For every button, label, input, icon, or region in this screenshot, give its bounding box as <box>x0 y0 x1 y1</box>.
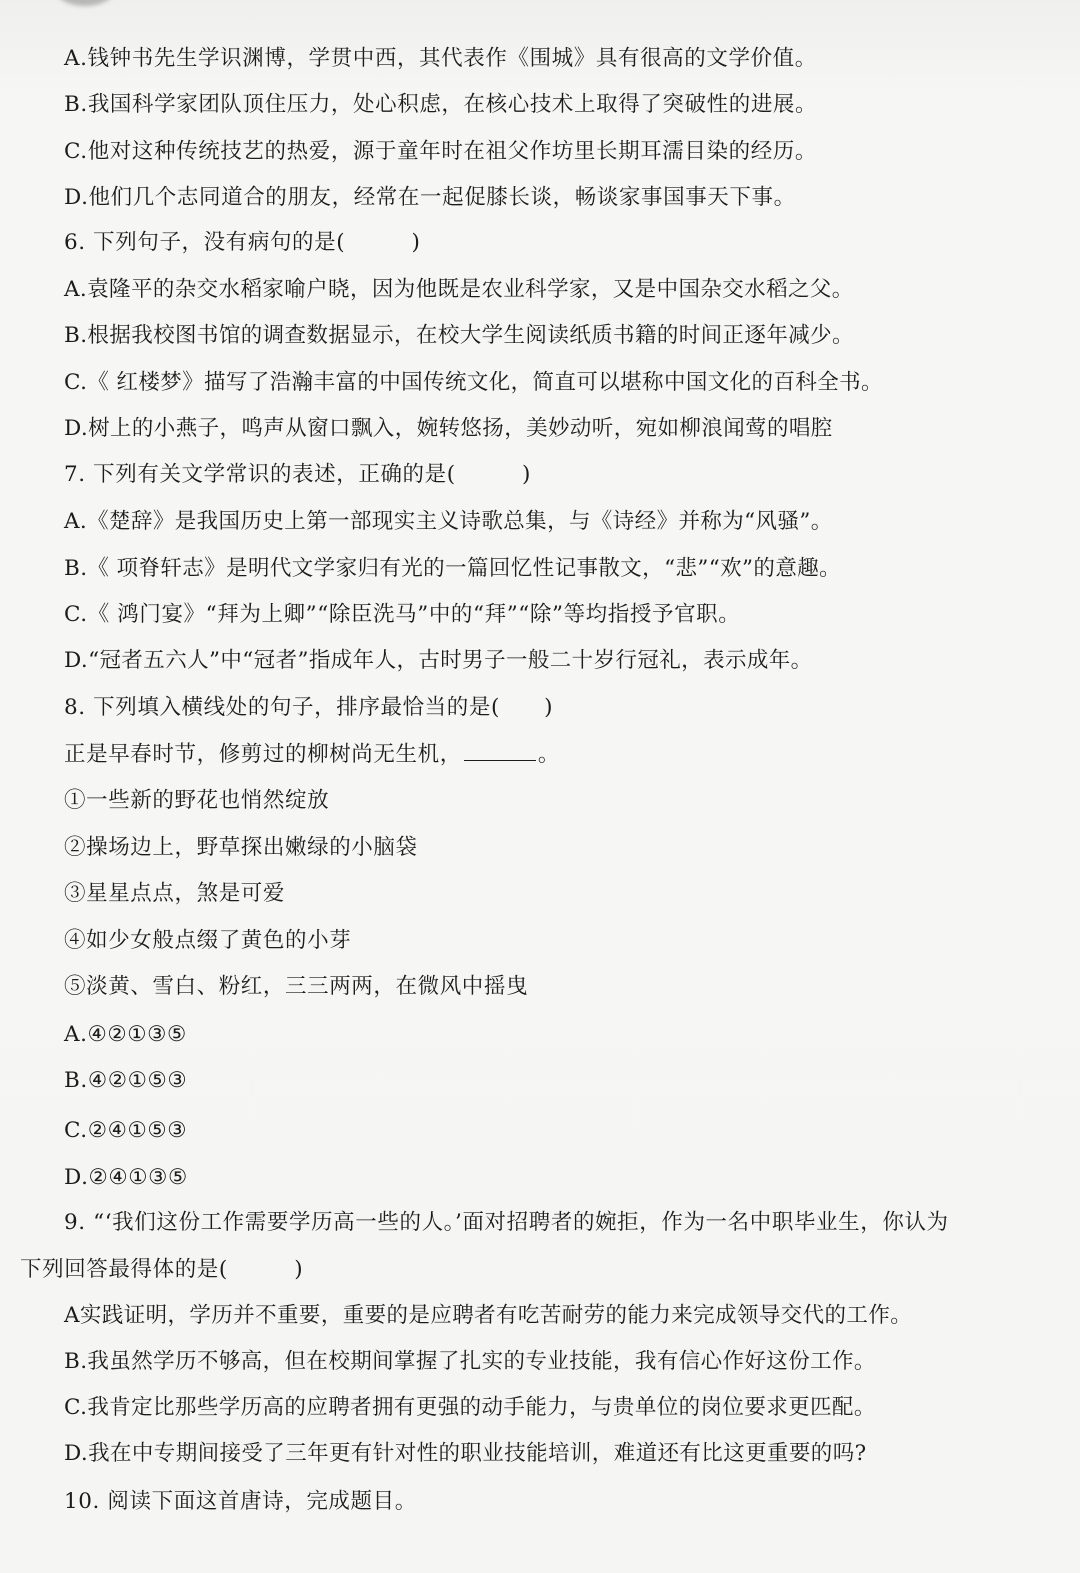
q8-option-a: A.④②①③⑤ <box>64 1022 187 1047</box>
q8-option-c: C.②④①⑤③ <box>64 1118 188 1143</box>
q9-option-c: C.我肯定比那些学历高的应聘者拥有更强的动手能力，与贵单位的岗位要求更匹配。 <box>64 1395 876 1420</box>
question-8-stem: 8. 下列填入横线处的句子，排序最恰当的是( ) <box>64 695 554 720</box>
q8-passage-end: 。 <box>537 742 560 767</box>
q6-option-a: A.袁隆平的杂交水稻家喻户晓，因为他既是农业科学家，又是中国杂交水稻之父。 <box>64 277 854 302</box>
question-9-stem-cont: 下列回答最得体的是( ) <box>20 1257 304 1282</box>
q6-option-d: D.树上的小燕子，鸣声从窗口飘入，婉转悠扬，美妙动听，宛如柳浪闻莺的唱腔 <box>64 416 833 441</box>
q8-passage-text: 正是早春时节，修剪过的柳树尚无生机， <box>64 742 462 767</box>
question-6-stem: 6. 下列句子，没有病句的是( ) <box>64 230 421 255</box>
q7-option-c: C.《 鸿门宴》“拜为上卿”“除臣洗马”中的“拜”“除”等均指授予官职。 <box>64 602 741 627</box>
question-7-stem: 7. 下列有关文学常识的表述，正确的是( ) <box>64 462 532 487</box>
q9-option-d: D.我在中专期间接受了三年更有针对性的职业技能培训，难道还有比这更重要的吗? <box>64 1441 867 1466</box>
q8-sentence-3: ③星星点点，煞是可爱 <box>64 881 286 906</box>
question-10-stem: 10. 阅读下面这首唐诗，完成题目。 <box>64 1489 417 1514</box>
q8-option-d: D.②④①③⑤ <box>64 1165 188 1190</box>
q5-option-d: D.他们几个志同道合的朋友，经常在一起促膝长谈，畅谈家事国事天下事。 <box>64 185 796 210</box>
q8-option-b: B.④②①⑤③ <box>64 1068 188 1093</box>
q7-option-b: B.《 项脊轩志》是明代文学家归有光的一篇回忆性记事散文，“悲”“欢”的意趣。 <box>64 556 842 581</box>
q7-option-a: A.《楚辞》是我国历史上第一部现实主义诗歌总集，与《诗经》并称为“风骚”。 <box>64 509 833 534</box>
question-9-stem: 9. “‘我们这份工作需要学历高一些的人。’面对招聘者的婉拒，作为一名中职毕业生，你认为 <box>64 1210 949 1235</box>
q8-sentence-1: ①一些新的野花也悄然绽放 <box>64 788 330 813</box>
q8-sentence-5: ⑤淡黄、雪白、粉红，三三两两，在微风中摇曳 <box>64 974 529 999</box>
q7-option-d: D.“冠者五六人”中“冠者”指成年人，古时男子一般二十岁行冠礼，表示成年。 <box>64 648 813 673</box>
q8-passage <box>64 740 560 770</box>
q8-sentence-2: ②操场边上，野草探出嫩绿的小脑袋 <box>64 835 418 860</box>
q9-option-a: A实践证明，学历并不重要，重要的是应聘者有吃苦耐劳的能力来完成领导交代的工作。 <box>64 1303 913 1328</box>
q6-option-c: C.《 红楼梦》描写了浩瀚丰富的中国传统文化，简直可以堪称中国文化的百科全书。 <box>64 370 883 395</box>
fill-in-blank <box>464 740 536 761</box>
q5-option-b: B.我国科学家团队顶住压力，处心积虑，在核心技术上取得了突破性的进展。 <box>64 92 818 117</box>
page-edge-shadow <box>55 0 115 6</box>
q8-sentence-4: ④如少女般点缀了黄色的小芽 <box>64 928 352 953</box>
q9-option-b: B.我虽然学历不够高，但在校期间掌握了扎实的专业技能，我有信心作好这份工作。 <box>64 1349 876 1374</box>
q6-option-b: B.根据我校图书馆的调查数据显示，在校大学生阅读纸质书籍的时间正逐年减少。 <box>64 323 854 348</box>
q5-option-a: A.钱钟书先生学识渊博，学贯中西，其代表作《围城》具有很高的文学价值。 <box>64 46 817 71</box>
q5-option-c: C.他对这种传统技艺的热爱，源于童年时在祖父作坊里长期耳濡目染的经历。 <box>64 139 818 164</box>
